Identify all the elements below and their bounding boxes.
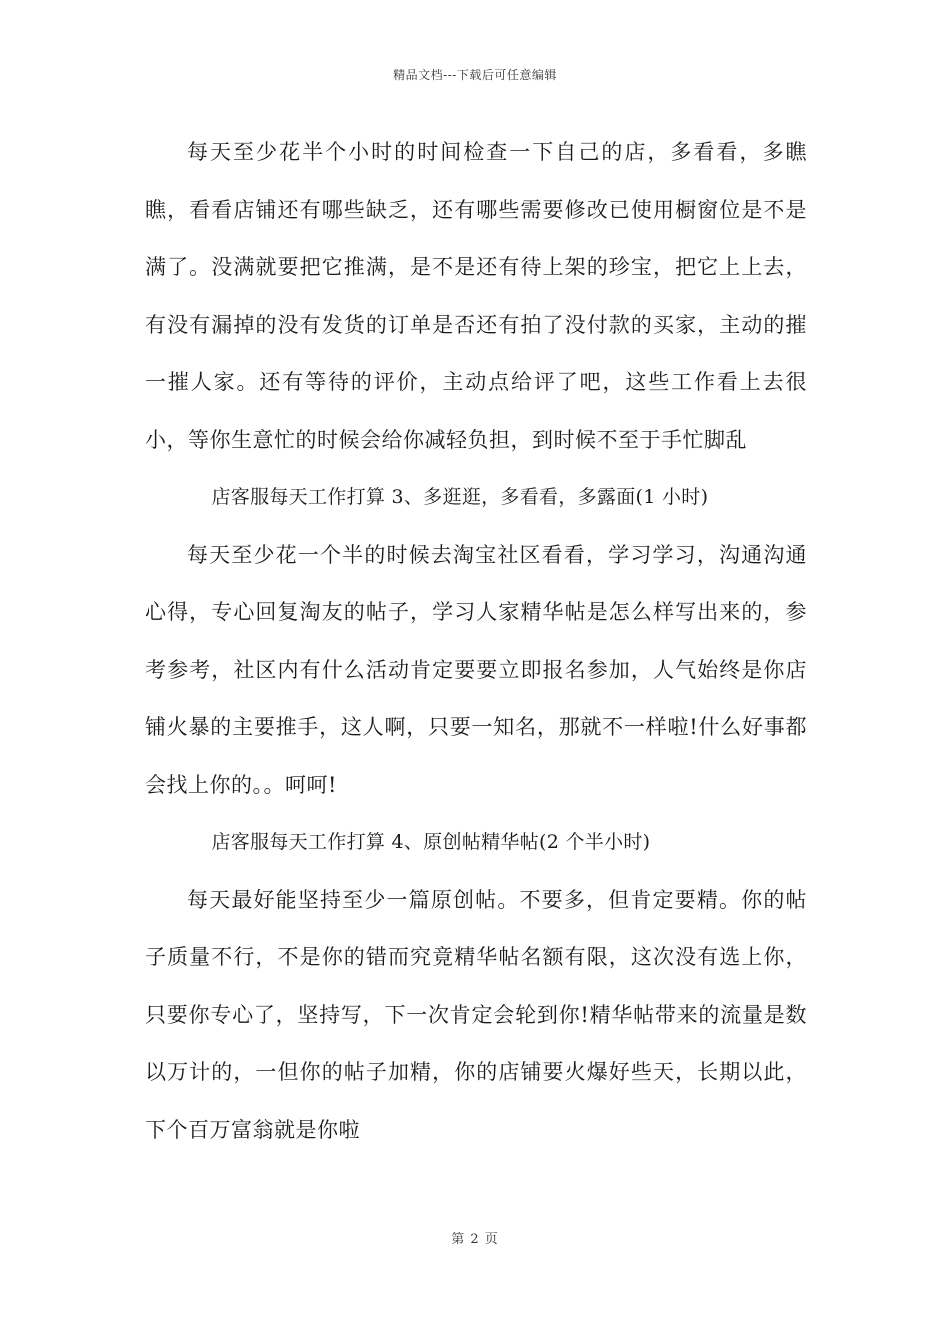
paragraph-shop-check: 每天至少花半个小时的时间检查一下自己的店，多看看，多瞧瞧，看看店铺还有哪些缺乏，还有哪些需要修改已使用橱窗位是不是满了。没满就要把它推满，是不是还有待上架的珍宝，把它上上去，有没有漏掉的没有发货的订单是否还有拍了没付款的买家，主动的摧一摧人家。还有等待的评价，主动点给评了吧，这些工作看上去很小，等你生意忙的时候会给你减轻负担，到时候不至于手忙脚乱 <box>145 140 807 452</box>
page-header: 精品文档---下载后可任意编辑 <box>393 68 557 82</box>
paragraph-original-posts: 每天最好能坚持至少一篇原创帖。不要多，但肯定要精。你的帖子质量不行，不是你的错而究竟精华帖名额有限，这次没有选上你，只要你专心了，坚持写，下一次肯定会轮到你!精华帖带来的流量是数以万计的，一但你的帖子加精，你的店铺要火爆好些天，长期以此，下个百万富翁就是你啦 <box>145 887 807 1142</box>
document-body <box>145 124 807 1159</box>
page-number: 第 2 页 <box>451 1232 499 1247</box>
section-heading-4: 店客服每天工作打算 4、原创帖精华帖(2 个半小时) <box>211 831 651 853</box>
section-heading-3: 店客服每天工作打算 3、多逛逛，多看看，多露面(1 小时) <box>211 486 709 508</box>
paragraph-community: 每天至少花一个半的时候去淘宝社区看看，学习学习，沟通沟通心得，专心回复淘友的帖子，学习人家精华帖是怎么样写出来的，参考参考，社区内有什么活动肯定要要立即报名参加，人气始终是你店铺火暴的主要推手，这人啊，只要一知名，那就不一样啦!什么好事都会找上你的。。呵呵! <box>145 542 807 797</box>
